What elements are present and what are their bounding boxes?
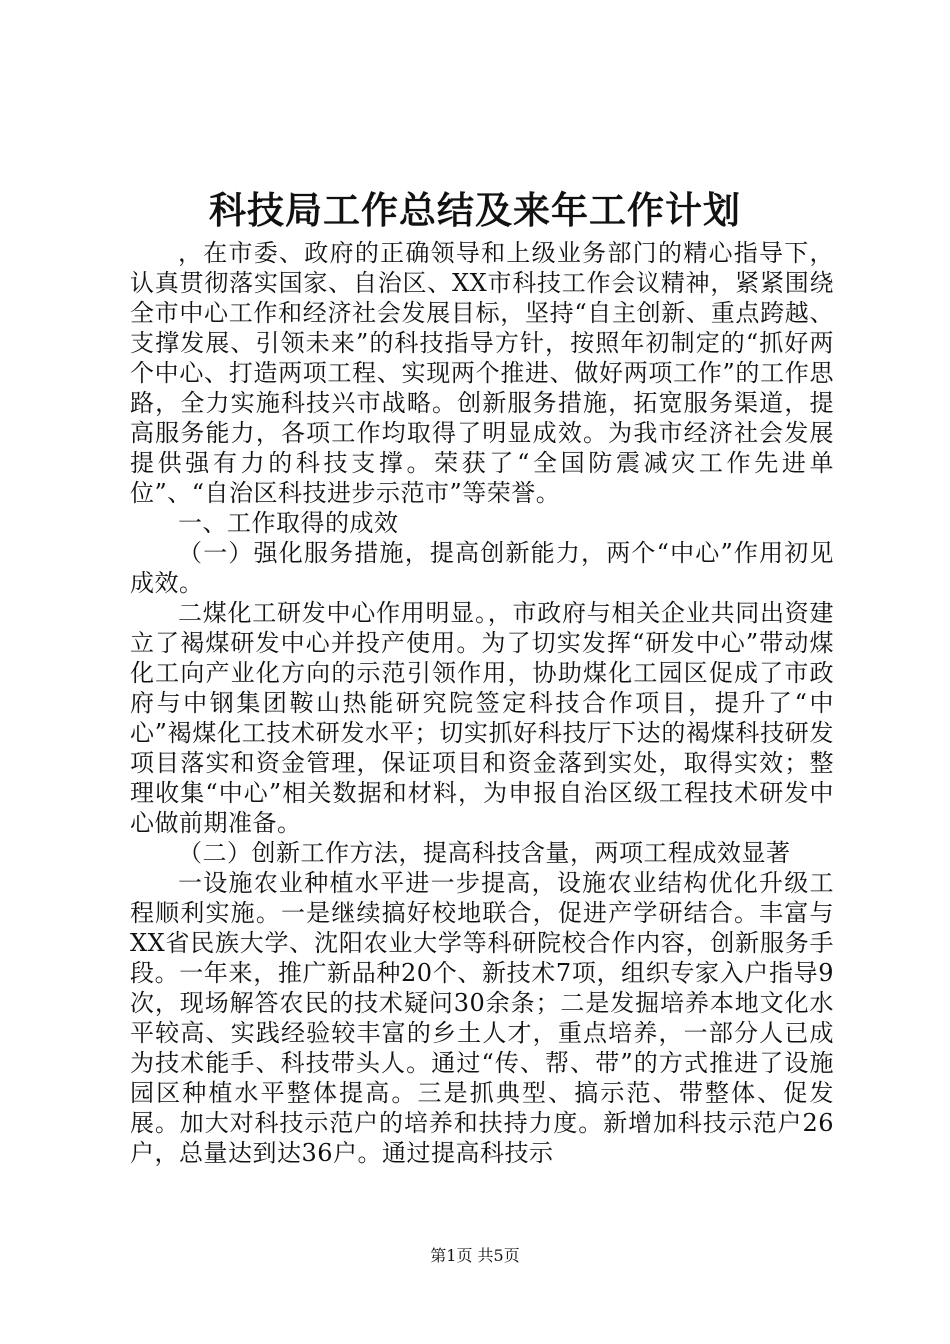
body-paragraph: 二煤化工研发中心作用明显。，市政府与相关企业共同出资建立了褐煤研发中心并投产使用。为了切实发挥“研发中心”带动煤化工向产业化方向的示范引领作用，协助煤化工园区促成了市政府与中钢集团鞍山热能研究院签定科技合作项目，提升了“中心”褐煤化工技术研发水平；切实抓好科技厅下达的褐煤科技研发项目落实和资金管理，保证项目和资金落到实处，取得实效；整理收集“中心”相关数据和材料，为申报自治区级工程技术研发中心做前期准备。 (130, 599, 834, 837)
document-title: 科技局工作总结及来年工作计划 (209, 188, 741, 232)
page-footer: 第1页 共5页 (430, 1246, 520, 1265)
section-heading: 一、工作取得的成效 (178, 509, 399, 537)
body-paragraph: 一设施农业种植水平进一步提高，设施农业结构优化升级工程顺利实施。一是继续搞好校地联合，促进产学研结合。丰富与XX省民族大学、沈阳农业大学等科研院校合作内容，创新服务手段。一年来，推广新品种20个、新技术7项，组织专家入户指导9次，现场解答农民的技术疑问30余条；二是发掘培养本地文化水平较高、实践经验较丰富的乡土人才，重点培养，一部分人已成为技术能手、科技带头人。通过“传、帮、带”的方式推进了设施园区种植水平整体提高。三是抓典型、搞示范、带整体、促发展。加大对科技示范户的培养和扶持力度。新增加科技示范户26户，总量达到达36户。通过提高科技示 (130, 869, 834, 1167)
intro-paragraph: ，在市委、政府的正确领导和上级业务部门的精心指导下，认真贯彻落实国家、自治区、XX市科技工作会议精神，紧紧围绕全市中心工作和经济社会发展目标，坚持“自主创新、重点跨越、支撑发展、引领未来”的科技指导方针，按照年初制定的“抓好两个中心、打造两项工程、实现两个推进、做好两项工作”的工作思路，全力实施科技兴市战略。创新服务措施，拓宽服务渠道，提高服务能力，各项工作均取得了明显成效。为我市经济社会发展提供强有力的科技支撑。荣获了“全国防震减灾工作先进单位”、“自治区科技进步示范市”等荣誉。 (130, 239, 834, 507)
subsection-heading: （二）创新工作方法，提高科技含量，两项工程成效显著 (178, 839, 791, 867)
subsection-heading: （一）强化服务措施，提高创新能力，两个“中心”作用初见成效。 (130, 539, 834, 597)
document-body (130, 238, 834, 1168)
